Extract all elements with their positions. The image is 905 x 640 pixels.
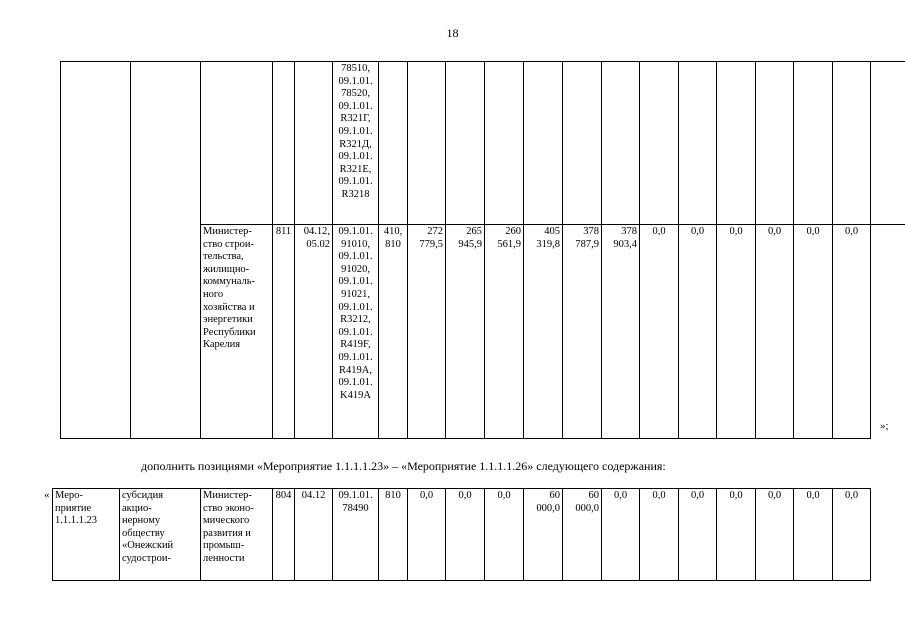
executor-line: ство строи-: [203, 238, 255, 250]
value-line: 787,9: [575, 238, 599, 250]
code-line: R419F,: [340, 339, 371, 351]
cell-value-1: 0,0: [408, 489, 446, 581]
cell-codes: [333, 225, 379, 439]
code-line: R321Д,: [339, 138, 372, 150]
cell-value-3: 0,0: [485, 489, 524, 581]
code-line: 09.1.01.: [338, 351, 373, 363]
cell-value-4: [524, 489, 563, 581]
cell-rzpr: [295, 225, 333, 439]
value-line: 60: [588, 490, 599, 501]
cell-value-11: 0,0: [794, 489, 833, 581]
value-line: 60: [549, 490, 560, 501]
executor-line: Карелия: [203, 339, 241, 351]
value-line: 378: [583, 226, 599, 237]
cell-value-1: [408, 225, 446, 439]
code-line: 09.1.01.: [338, 326, 373, 338]
cell-value-9: 0,0: [717, 489, 756, 581]
closing-quote-mark: »;: [880, 420, 889, 432]
cell-value-6: [602, 225, 640, 439]
table-new-positions: [52, 488, 905, 581]
cell-value-12: 0,0: [833, 489, 871, 581]
executor-line: промыш-: [203, 540, 245, 552]
cell-vr: [379, 225, 408, 439]
vr-line: 410,: [383, 226, 403, 237]
cell-grbs: 804: [273, 489, 295, 581]
code-line: 09.1.01.: [338, 125, 373, 137]
code-line: R321E,: [339, 163, 372, 175]
value-line: 561,9: [497, 238, 521, 250]
cell-vr: 810: [379, 489, 408, 581]
code-line: R419A,: [339, 364, 372, 376]
code-line: 78510,: [341, 63, 370, 74]
code-line: 91021,: [341, 288, 370, 300]
cell-value-3: [485, 225, 524, 439]
cell-value-5: [563, 225, 602, 439]
code-line: 09.1.01.: [338, 251, 373, 263]
value-line: 903,4: [613, 238, 637, 250]
table-row: [53, 489, 905, 581]
cell-value-11: 0,0: [794, 225, 833, 439]
executor-line: Министер-: [203, 490, 252, 501]
cell-value-4: [524, 225, 563, 439]
value-line: 378: [621, 226, 637, 237]
executor-line: хозяйства и: [203, 301, 255, 313]
cell-value-6: 0,0: [602, 489, 640, 581]
value-line: 779,5: [419, 238, 443, 250]
description-line: «Онежский: [122, 540, 174, 552]
table-row: [61, 62, 905, 225]
code-line: R3212,: [340, 314, 371, 326]
amendment-paragraph: дополнить позициями «Мероприятие 1.1.1.1.23» – «Мероприятие 1.1.1.1.26» следующего содержания:: [141, 459, 666, 473]
value-line: 260: [505, 226, 521, 237]
cell-executor: [201, 489, 273, 581]
rzpr-line: 04.12,: [303, 226, 330, 237]
value-line: 265: [466, 226, 482, 237]
rzpr-line: 05.02: [306, 238, 330, 250]
value-line: 319,8: [536, 238, 560, 250]
cell-executor: [201, 62, 273, 225]
cell-name: [53, 489, 120, 581]
description-line: судострои-: [122, 552, 171, 564]
table-continued: [60, 61, 905, 439]
cell-value-5: [563, 489, 602, 581]
code-line: R321Г,: [340, 113, 371, 125]
code-line: 09.1.01.: [338, 377, 373, 389]
code-line: K419A: [340, 389, 371, 401]
value-line: 945,9: [458, 238, 482, 250]
code-line: 09.1.01.: [338, 226, 373, 237]
name-line: 1.1.1.1.23: [55, 515, 97, 527]
cell-codes: [333, 489, 379, 581]
cell-value-7: 0,0: [640, 225, 679, 439]
executor-line: энергетики: [203, 314, 253, 326]
cell-executor: [201, 225, 273, 439]
cell-grbs: 811: [273, 225, 295, 439]
opening-quote-mark: «: [44, 489, 50, 501]
code-line: 09.1.01.: [338, 75, 373, 87]
executor-line: развития и: [203, 527, 251, 539]
value-line: 405: [544, 226, 560, 237]
code-line: 78520,: [341, 88, 370, 100]
cell-value-2: [446, 225, 485, 439]
name-line: Меро-: [55, 490, 83, 501]
vr-line: 810: [385, 238, 401, 250]
executor-line: тельства,: [203, 251, 244, 263]
executor-line: Министер-: [203, 226, 252, 237]
code-line: 78490: [342, 502, 369, 514]
cell-description: [120, 489, 201, 581]
code-line: 09.1.01.: [338, 100, 373, 112]
cell-value-2: 0,0: [446, 489, 485, 581]
description-line: субсидия: [122, 490, 164, 501]
cell-name: [61, 62, 131, 439]
cell-value-8: 0,0: [679, 489, 717, 581]
value-line: 000,0: [536, 502, 560, 514]
value-line: 272: [427, 226, 443, 237]
code-line: 09.1.01.: [338, 151, 373, 163]
executor-line: мического: [203, 515, 250, 527]
value-line: 000,0: [575, 502, 599, 514]
code-line: 09.1.01.: [338, 276, 373, 288]
page-number: 18: [446, 26, 459, 40]
name-line: приятие: [55, 502, 92, 514]
description-line: акцио-: [122, 502, 152, 514]
executor-line: ного: [203, 288, 224, 300]
description-line: нерному: [122, 515, 161, 527]
code-line: 91020,: [341, 263, 370, 275]
executor-line: ленности: [203, 552, 245, 564]
cell-value-10: 0,0: [756, 225, 794, 439]
executor-line: жилищно-: [203, 263, 250, 275]
cell-description: [131, 62, 201, 439]
executor-line: Республики: [203, 326, 256, 338]
code-line: 09.1.01.: [338, 490, 373, 501]
cell-rzpr: 04.12: [295, 489, 333, 581]
cell-codes: [333, 62, 379, 225]
cell-value-9: 0,0: [717, 225, 756, 439]
code-line: 91010,: [341, 238, 370, 250]
cell-value-10: 0,0: [756, 489, 794, 581]
cell-value-7: 0,0: [640, 489, 679, 581]
code-line: 09.1.01.: [338, 176, 373, 188]
description-line: обществу: [122, 527, 165, 539]
executor-line: коммуналь-: [203, 276, 256, 288]
code-line: R3218: [341, 188, 370, 200]
code-line: 09.1.01.: [338, 301, 373, 313]
cell-value-8: 0,0: [679, 225, 717, 439]
executor-line: ство эконо-: [203, 502, 254, 514]
cell-value-12: 0,0: [833, 225, 871, 439]
